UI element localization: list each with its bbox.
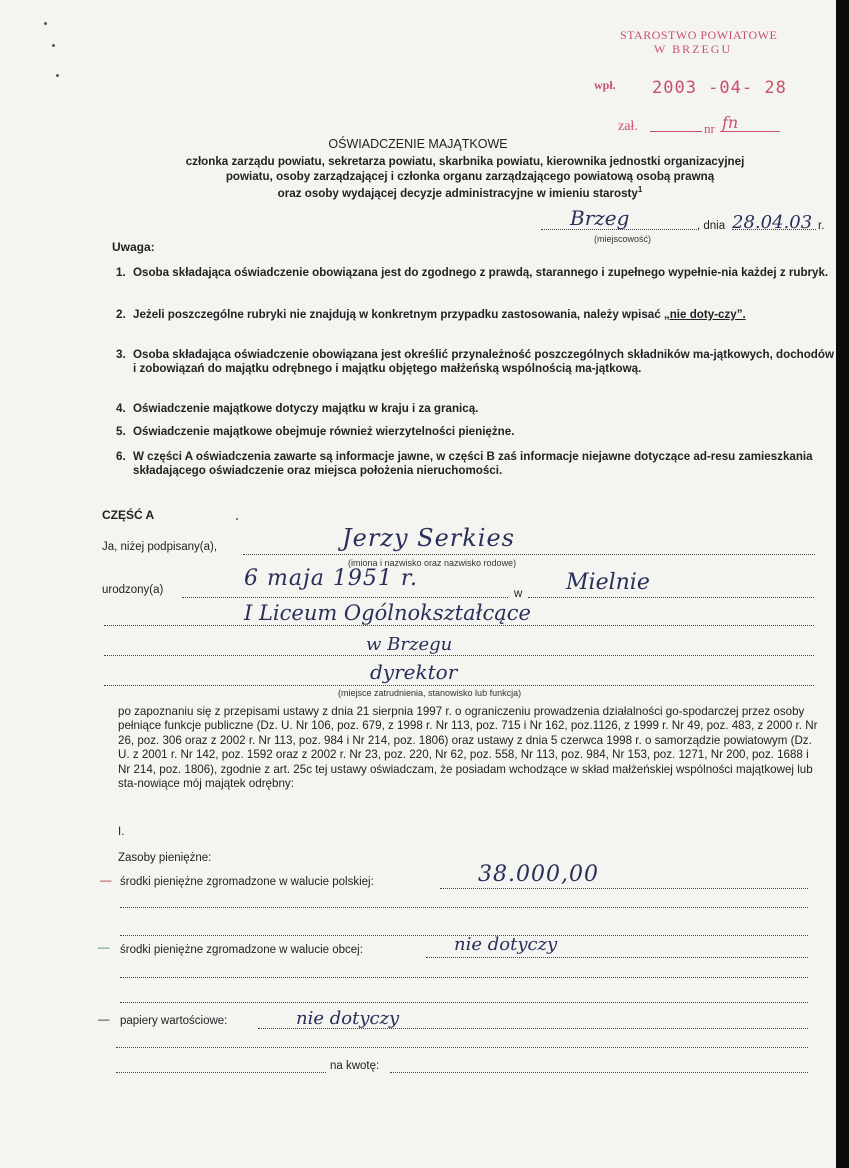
born-place-dotted-line [528,597,814,598]
stamp-number-label: nr [704,121,715,136]
place-caption: (miejscowość) [594,234,652,244]
stamp-number-line [720,131,780,132]
foreign-dotted-line [426,957,808,958]
scan-speck [52,44,55,47]
pln-value: 38.000,00 [478,862,599,887]
note-item-6: 6. W części A oświadczenia zawarte są informacje jawne, w części B zaś informacje niejawne dotyczące ad-resu zamieszkania składającego oświadczenie oraz miejsca położenia nieruchomości. [116,450,813,477]
employment-dotted-line-2 [104,655,814,656]
employment-line1: I Liceum Ogólnokształcące [244,601,531,625]
stamp-received-date: 2003 -04- 28 [652,78,787,98]
foreign-dotted-line-2 [120,977,808,978]
pln-label: środki pieniężne zgromadzone w walucie polskiej: [120,876,374,888]
date-value: 28.04.03 [732,212,813,233]
note-item-5: 5. Oświadczenie majątkowe obejmuje również wierzytelności pieniężne. [116,425,515,438]
note-item-2: 2. Jeżeli poszczególne rubryki nie znajdują w konkretnym przypadku zastosowania, należy wpisać „nie doty-czy”. [116,308,746,321]
foreign-dash: — [98,942,110,954]
employment-line3: dyrektor [370,660,458,684]
signer-caption: (imiona i nazwisko oraz nazwisko rodowe) [348,558,517,568]
born-in-label: w [514,588,523,600]
securities-label: papiery wartościowe: [120,1015,228,1027]
form-subtitle-line2: powiatu, osoby zarządzającej i członka organu zarządzającego powiatową osobą prawną [225,170,715,183]
section-1-roman: I. [118,826,125,838]
scan-edge [836,0,849,1168]
date-label: , dnia [697,220,726,232]
born-label: urodzony(a) [102,584,164,596]
employment-dotted-line-1 [104,625,814,626]
stamp-attachment-line [650,131,702,132]
employment-line2: w Brzegu [366,634,453,655]
date-suffix: r. [818,220,825,232]
stamp-office-line1: STAROSTWO POWIATOWE [620,28,778,42]
statement-text: po zapoznaniu się z przepisami ustawy z dnia 21 sierpnia 1997 r. o ograniczeniu prowadzenia działalności go-spodarczej przez osoby pełniące funkcje publiczne (Dz. U. Nr 106, poz. 679, z 1998 r. Nr 113, poz. 715 i Nr 162, poz.1126, z 1999 r. Nr 49, poz. 483, z 2000 r. Nr 26, poz. 306 oraz z 2002 r. Nr 113, poz. 984 i Nr 214, poz. 1806) oraz ustawy z dnia 5 czerwca 1998 r. o samorządzie powiatowym (Dz. U. z 2001 r. Nr 142, poz. 1592 oraz z 2002 r. Nr 23, poz. 220, Nr 62, poz. 558, Nr 113, poz. 984, Nr 153, poz. 1271, Nr 200, poz. 1688 i Nr 214, poz. 1806), zgodnie z art. 25c tej ustawy oświadczam, że posiadam wchodzące w skład małżeńskiej wspólności majątkowej lub sta-nowiące mój majątek odrębny: [118,705,818,791]
stamp-attachment-label: zał. [618,119,638,134]
pln-dotted-line [440,888,808,889]
scan-speck [44,22,47,25]
amount-dotted-line [390,1072,808,1073]
foreign-label: środki pieniężne zgromadzone w walucie obcej: [120,944,363,956]
place-value: Brzeg [570,206,630,230]
stamp-received-label: wpł. [594,78,616,92]
note-item-4: 4. Oświadczenie majątkowe dotyczy majątku w kraju i za granicą. [116,402,479,415]
securities-dotted-line-2 [116,1047,808,1048]
employment-dotted-line-3 [104,685,814,686]
securities-dash: — [98,1014,110,1026]
note-item-1: 1. Osoba składająca oświadczenie obowiązana jest do zgodnego z prawdą, starannego i zupełnego wypełnie-nia każdej z rubryk. [116,266,829,279]
signer-dotted-line [243,554,815,555]
securities-value: nie dotyczy [296,1008,400,1029]
section-1-heading: Zasoby pieniężne: [118,852,212,864]
signer-label: Ja, niżej podpisany(a), [102,541,218,553]
born-place-value: Mielnie [566,570,650,595]
note-item-3: 3. Osoba składająca oświadczenie obowiązana jest określić przynależność poszczególnych składników ma-jątkowych, dochodów i zobowiązań do majątku odrębnego i majątku objętego małżeńską wspólnością ma-jątkową. [116,348,834,375]
part-a-heading: CZĘŚĆ A [102,508,155,522]
form-title: OŚWIADCZENIE MAJĄTKOWE [328,137,508,151]
amount-label: na kwotę: [330,1060,380,1072]
foreign-dotted-line-3 [120,1002,808,1003]
form-subtitle-line1: członka zarządu powiatu, sekretarza powiatu, skarbnika powiatu, kierownika jednostki organizacyjnej [185,155,745,168]
form-subtitle-line3: oraz osoby wydającej decyzje administracyjne w imieniu starosty$^1$ [277,185,643,200]
stamp-office-line2: W BRZEGU [654,42,733,56]
pln-dash: — [100,875,112,887]
scan-speck [236,518,238,520]
foreign-value: nie dotyczy [454,934,558,955]
securities-dotted-line-3 [116,1072,326,1073]
born-date-dotted-line [182,597,508,598]
notes-heading: Uwaga: [112,240,155,254]
employment-caption: (miejsce zatrudnienia, stanowisko lub funkcja) [338,688,522,698]
scan-speck [56,74,59,77]
born-date-value: 6 maja 1951 r. [244,566,418,591]
pln-dotted-line-2 [120,907,808,908]
signer-value: Jerzy Serkies [342,524,515,552]
stamp-number-value: fn [722,113,739,132]
